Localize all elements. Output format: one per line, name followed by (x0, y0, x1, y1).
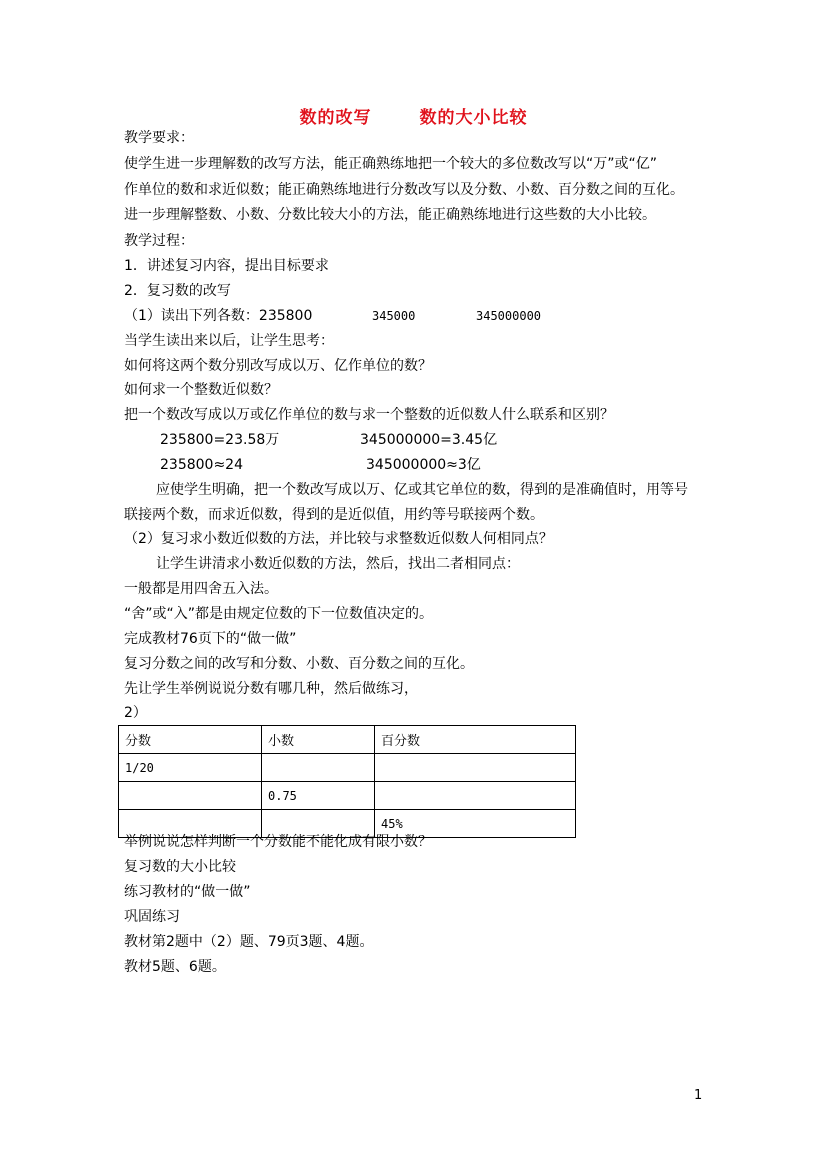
textbook-exercise: 练习教材的“做一做” (124, 884, 251, 900)
table-cell (375, 782, 576, 810)
table-cell: 45% (375, 810, 576, 838)
requirement-text-2: 作单位的数和求近似数；能正确熟练地进行分数改写以及分数、小数、百分数之间的互化。 (124, 182, 684, 198)
table-cell (262, 754, 375, 782)
number-345000000: 345000000 (476, 309, 542, 323)
explanation-2: 联接两个数，而求近似数，得到的是近似值，用约等号联接两个数。 (124, 507, 544, 523)
header-fraction: 分数 (119, 726, 262, 754)
section-heading-process: 教学过程： (124, 233, 194, 249)
read-numbers-line (124, 308, 542, 324)
example-approx-1: 235800≈24 (160, 457, 243, 473)
consolidation-heading: 巩固练习 (124, 909, 180, 925)
table-header-row (119, 726, 576, 754)
table-cell: 0.75 (262, 782, 375, 810)
question-3: 把一个数改写成以万或亿作单位的数与求一个整数的近似数人什么联系和区别？ (124, 407, 614, 423)
finite-decimal-question: 举例说说怎样判断一个分数能不能化成有限小数？ (124, 834, 432, 850)
question-1: 如何将这两个数分别改写成以万、亿作单位的数？ (124, 358, 432, 374)
table-row (119, 754, 576, 782)
page-number: 1 (694, 1088, 703, 1103)
requirement-text-3: 进一步理解整数、小数、分数比较大小的方法，能正确熟练地进行这些数的大小比较。 (124, 207, 656, 223)
rounding-rule: 一般都是用四舍五入法。 (124, 581, 278, 597)
question-2: 如何求一个整数近似数？ (124, 382, 278, 398)
table-cell (119, 782, 262, 810)
exercise-list-1: 教材第2题中（2）题、79页3题、4题。 (124, 934, 374, 950)
title-part-1: 数的改写 (299, 108, 372, 128)
exercise-list-2: 教材5题、6题。 (124, 959, 226, 975)
review-comparison: 复习数的大小比较 (124, 859, 236, 875)
fraction-types-prompt: 先让学生举例说说分数有哪几种，然后做练习， (124, 681, 418, 697)
example-exact-2: 345000000=3.45亿 (360, 432, 498, 448)
conversion-table (118, 725, 576, 838)
exercise-number-2: 2） (124, 705, 147, 721)
section-heading-requirements: 教学要求： (124, 130, 194, 146)
review-decimal: （2）复习求小数近似数的方法，并比较与求整数近似数人何相同点？ (124, 531, 553, 547)
review-fractions: 复习分数之间的改写和分数、小数、百分数之间的互化。 (124, 656, 474, 672)
title-part-2: 数的大小比较 (419, 108, 528, 128)
think-prompt: 当学生读出来以后，让学生思考： (124, 333, 334, 349)
page-title (0, 103, 827, 128)
table-cell: 1/20 (119, 754, 262, 782)
example-exact-1: 235800=23.58万 (160, 432, 280, 448)
explanation-1: 应使学生明确，把一个数改写成以万、亿或其它单位的数，得到的是准确值时，用等号 (156, 482, 688, 498)
rounding-detail: “舍”或“入”都是由规定位数的下一位数值决定的。 (124, 606, 434, 622)
read-numbers-text: （1）读出下列各数：235800 (124, 308, 313, 324)
header-decimal: 小数 (262, 726, 375, 754)
header-percent: 百分数 (375, 726, 576, 754)
textbook-exercise-76: 完成教材76页下的“做一做” (124, 631, 297, 647)
table-cell (375, 754, 576, 782)
requirement-text-1: 使学生进一步理解数的改写方法，能正确熟练地把一个较大的多位数改写以“万”或“亿” (124, 156, 658, 172)
number-345000: 345000 (372, 309, 416, 323)
review-decimal-method: 让学生讲清求小数近似数的方法，然后，找出二者相同点： (156, 556, 520, 572)
process-step-2: 2．复习数的改写 (124, 283, 231, 299)
example-approx-2: 345000000≈3亿 (366, 457, 481, 473)
table-row (119, 782, 576, 810)
process-step-1: 1．讲述复习内容，提出目标要求 (124, 258, 329, 274)
